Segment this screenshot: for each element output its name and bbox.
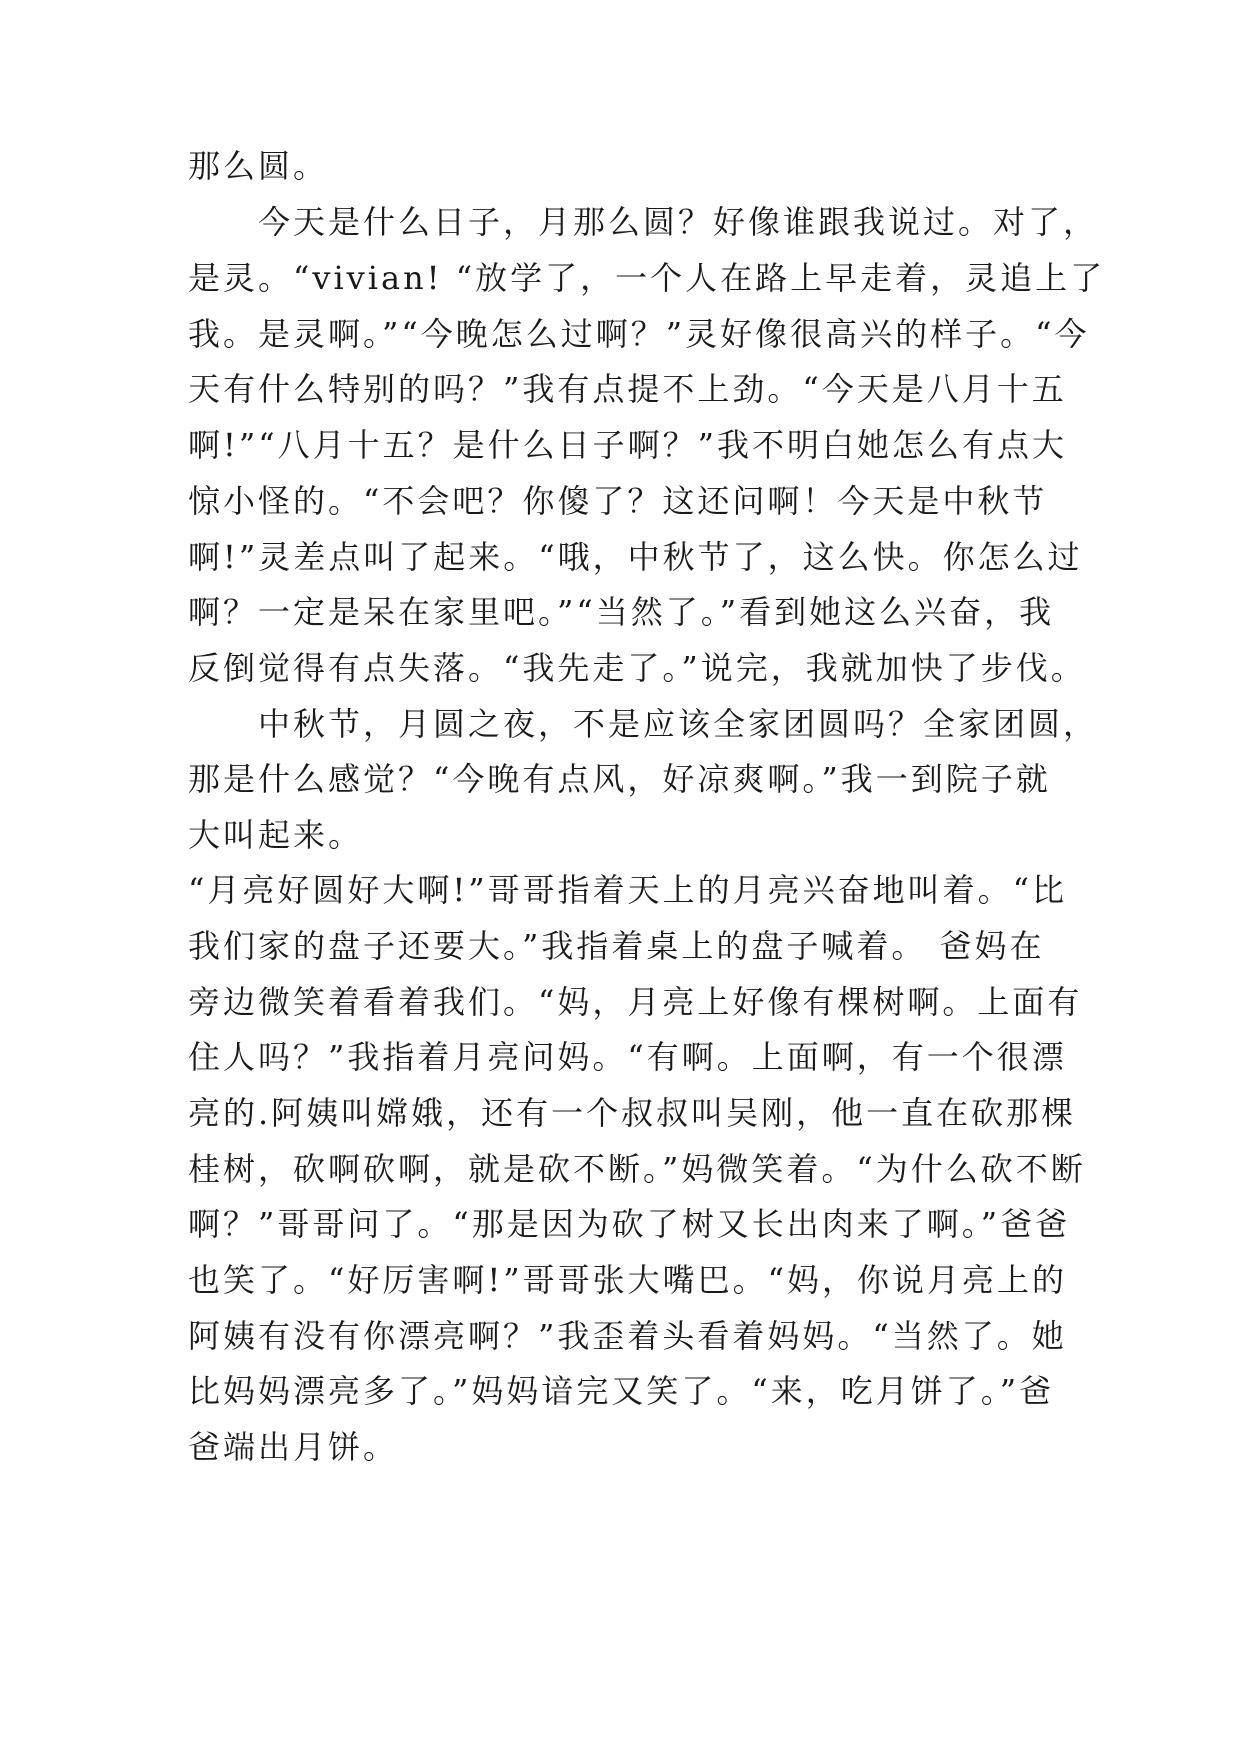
text-line: 啊!”灵差点叫了起来。“哦，中秋节了，这么快。你怎么过 xyxy=(188,538,1083,576)
paragraph-start-line: 今天是什么日子，月那么圆？好像谁跟我说过。对了， xyxy=(258,203,1099,241)
text-line: 我。是灵啊。”“今晚怎么过啊？”灵好像很高兴的样子。“今 xyxy=(188,315,1090,353)
text-line: 也笑了。“好厉害啊!”哥哥张大嘴巴。“妈，你说月亮上的 xyxy=(188,1261,1067,1299)
text-line: 是灵。“vivian! “放学了，一个人在路上早走着，灵追上了 xyxy=(188,259,1106,297)
text-line: 反倒觉得有点失落。“我先走了。”说完，我就加快了步伐。 xyxy=(188,649,1086,687)
text-line: 桂树，砍啊砍啊，就是砍不断。”妈微笑着。“为什么砍不断 xyxy=(188,1150,1086,1188)
text-line: 比妈妈漂亮多了。”妈妈谙完又笑了。“来，吃月饼了。”爸 xyxy=(188,1372,1055,1410)
text-line: 我们家的盘子还要大。”我指着桌上的盘子喊着。 爸妈在 xyxy=(188,927,1045,965)
paragraph-start-line: “月亮好圆好大啊!”哥哥指着天上的月亮兴奋地叫着。“比 xyxy=(188,871,1067,909)
text-line: 亮的.阿姨叫嫦娥，还有一个叔叔叫吴刚，他一直在砍那棵 xyxy=(188,1094,1077,1132)
text-line: 那是什么感觉？“今晚有点风，好凉爽啊。”我一到院子就 xyxy=(188,760,1051,798)
text-line: 啊？一定是呆在家里吧。”“当然了。”看到她这么兴奋，我 xyxy=(188,593,1055,631)
text-line: 旁边微笑着看着我们。“妈，月亮上好像有棵树啊。上面有 xyxy=(188,983,1083,1021)
text-line: 爸端出月饼。 xyxy=(188,1428,399,1466)
text-line: 惊小怪的。“不会吧？你傻了？这还问啊！今天是中秋节 xyxy=(188,482,1048,520)
text-line: 那么圆。 xyxy=(188,147,329,185)
text-line: 啊？”哥哥问了。“那是因为砍了树又长出肉来了啊。”爸爸 xyxy=(188,1205,1071,1243)
text-line: 大叫起来。 xyxy=(188,816,364,854)
text-line: 住人吗？”我指着月亮问妈。“有啊。上面啊，有一个很漂 xyxy=(188,1038,1067,1076)
text-line: 天有什么特别的吗？”我有点提不上劲。“今天是八月十五 xyxy=(188,370,1067,408)
text-line: 阿姨有没有你漂亮啊？”我歪着头看着妈妈。“当然了。她 xyxy=(188,1317,1067,1355)
paragraph-start-line: 中秋节，月圆之夜，不是应该全家团圆吗？全家团圆， xyxy=(258,705,1099,743)
text-line: 啊!”“八月十五？是什么日子啊？”我不明白她怎么有点大 xyxy=(188,426,1067,464)
